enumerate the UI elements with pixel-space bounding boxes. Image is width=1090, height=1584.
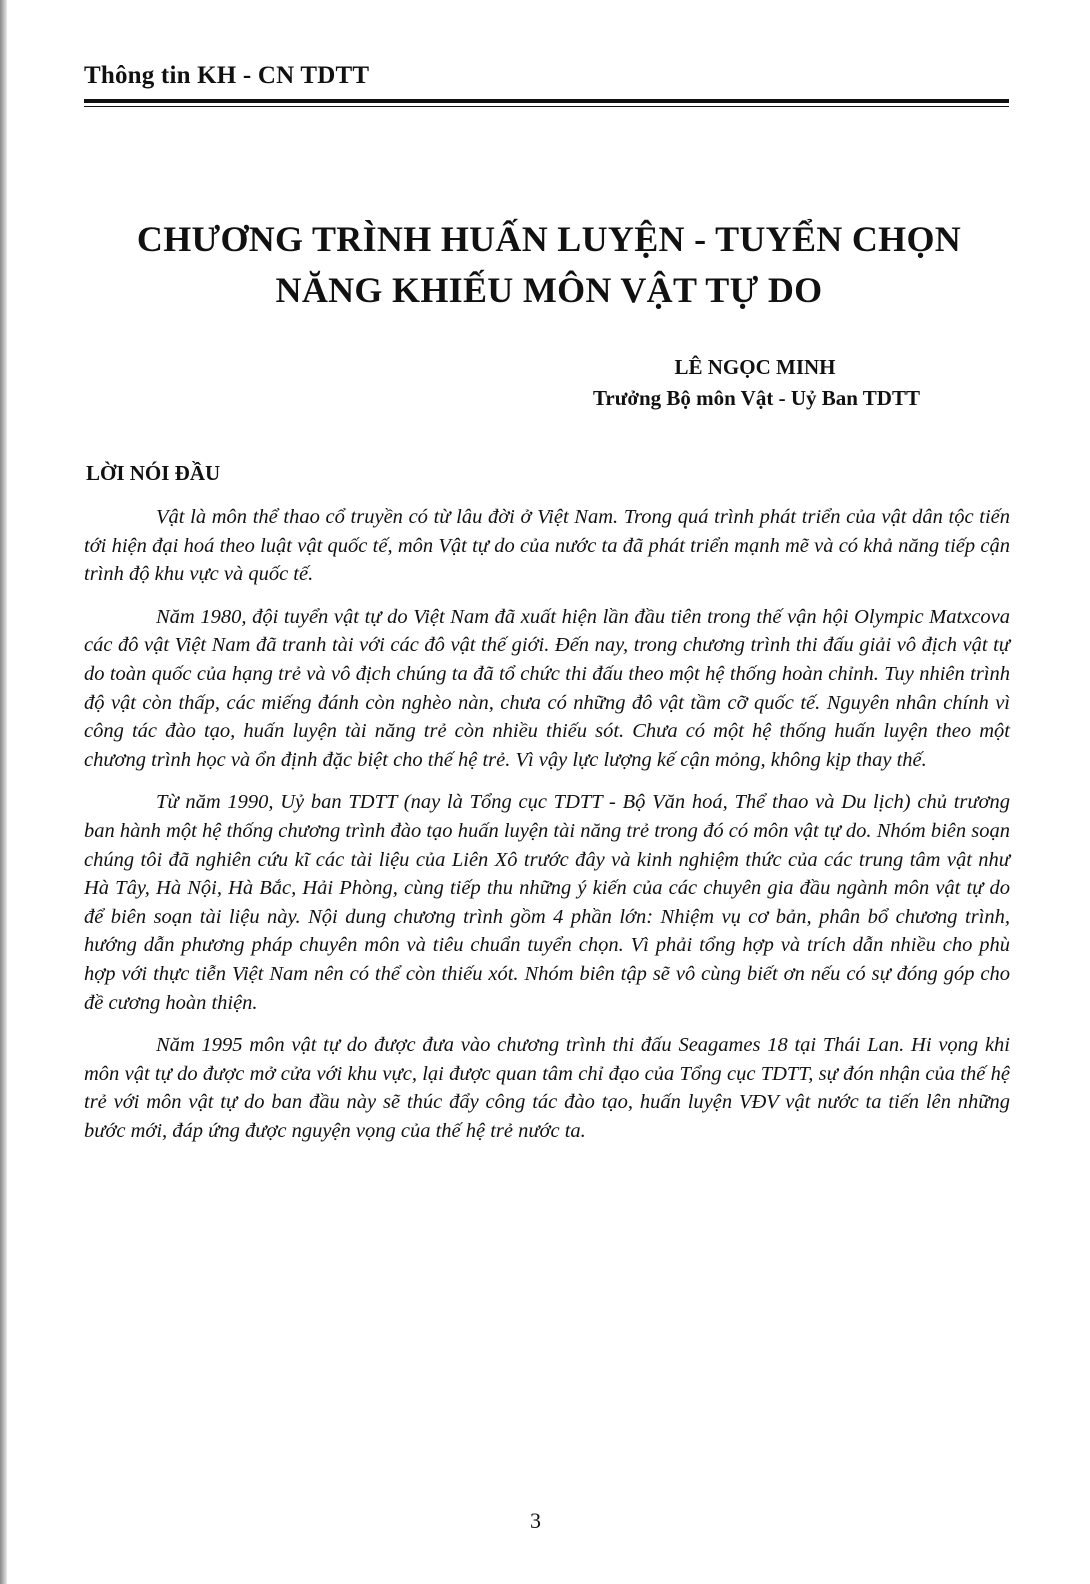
author-block: [500, 352, 920, 414]
scan-left-edge-shadow: [0, 0, 7, 1584]
article-title: [84, 214, 1014, 316]
article-body: [84, 503, 1010, 1159]
header-rule-thin: [84, 106, 1009, 107]
running-header: Thông tin KH - CN TDTT: [84, 62, 370, 89]
paragraph-4: Năm 1995 môn vật tự do được đưa vào chương trình thi đấu Seagames 18 tại Thái Lan. Hi vọng khi môn vật tự do được mở cửa với khu vực, lại được quan tâm chỉ đạo của Tổng cục TDTT, sự đón nhận của thế hệ trẻ với môn vật tự do ban đầu này sẽ thúc đẩy công tác đào tạo, huấn luyện VĐV vật nước ta tiến lên những bước mới, đáp ứng được nguyện vọng của thế hệ trẻ nước ta.: [84, 1034, 1010, 1142]
author-role: Trưởng Bộ môn Vật - Uỷ Ban TDTT: [592, 386, 920, 410]
article-title-line-1: CHƯƠNG TRÌNH HUẤN LUYỆN - TUYỂN CHỌN: [136, 219, 962, 259]
section-heading: LỜI NÓI ĐẦU: [86, 461, 221, 485]
paragraph-1: Vật là môn thể thao cổ truyền có từ lâu đời ở Việt Nam. Trong quá trình phát triển của vật dân tộc tiến tới hiện đại hoá theo luật vật quốc tế, môn Vật tự do của nước ta đã phát triển mạnh mẽ và có khả năng tiếp cận trình độ khu vực và quốc tế.: [84, 506, 1010, 586]
paragraph-2: Năm 1980, đội tuyển vật tự do Việt Nam đã xuất hiện lần đầu tiên trong thế vận hội Olympic Matxcova các đô vật Việt Nam đã tranh tài với các đô vật thế giới. Đến nay, trong chương trình thi đấu giải vô địch vật tự do toàn quốc của hạng trẻ và vô địch chúng ta đã tổ chức thi đấu theo một hệ thống hoàn chỉnh. Tuy nhiên trình độ vật còn thấp, các miếng đánh còn nghèo nàn, chưa có những đô vật tầm cỡ quốc tế. Nguyên nhân chính vì công tác đào tạo, huấn luyện tài năng trẻ còn nhiều thiếu sót. Chưa có một hệ thống huấn luyện theo một chương trình học và ổn định đặc biệt cho thế hệ trẻ. Vì vậy lực lượng kế cận mỏng, không kịp thay thế.: [84, 605, 1010, 771]
page-number: 3: [530, 1508, 541, 1533]
article-title-line-2: NĂNG KHIẾU MÔN VẬT TỰ DO: [275, 270, 823, 310]
author-name: LÊ NGỌC MINH: [674, 355, 836, 379]
header-rule-thick: [84, 99, 1009, 103]
paragraph-3: Từ năm 1990, Uỷ ban TDTT (nay là Tổng cục TDTT - Bộ Văn hoá, Thể thao và Du lịch) chủ trương ban hành một hệ thống chương trình đào tạo huấn luyện tài năng trẻ trong đó có môn vật tự do. Nhóm biên soạn chúng tôi đã nghiên cứu kĩ các tài liệu của Liên Xô trước đây và kinh nghiệm thức của các trung tâm vật như Hà Tây, Hà Nội, Hà Bắc, Hải Phòng, cùng tiếp thu những ý kiến của các chuyên gia đầu ngành môn vật tự do để biên soạn tài liệu này. Nội dung chương trình gồm 4 phần lớn: Nhiệm vụ cơ bản, phân bổ chương trình, hướng dẫn phương pháp chuyên môn và tiêu chuẩn tuyển chọn. Vì phải tổng hợp và trích dẫn nhiều cho phù hợp với thực tiễn Việt Nam nên có thể còn thiếu xót. Nhóm biên tập sẽ vô cùng biết ơn nếu có sự đóng góp cho đề cương hoàn thiện.: [84, 791, 1010, 1014]
